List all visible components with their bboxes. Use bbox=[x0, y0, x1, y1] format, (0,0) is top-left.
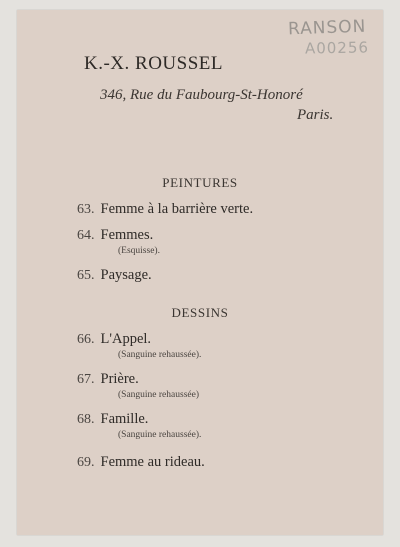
item-title: Femme au rideau. bbox=[100, 454, 205, 470]
item-number: 68. bbox=[77, 412, 95, 427]
item-note: (Sanguine rehaussée). bbox=[118, 430, 202, 440]
item-number: 66. bbox=[77, 332, 95, 347]
item-title: Famille. bbox=[100, 411, 149, 427]
item-title: Femmes. bbox=[100, 227, 154, 243]
item-number: 65. bbox=[77, 268, 95, 283]
artist-name: K.-X. ROUSSEL bbox=[84, 53, 223, 74]
item-title: Prière. bbox=[100, 371, 139, 387]
item-note: (Sanguine rehaussée). bbox=[118, 350, 202, 360]
handwritten-code: A00256 bbox=[304, 38, 370, 58]
item-title: L'Appel. bbox=[100, 331, 152, 347]
catalogue-item bbox=[77, 370, 199, 400]
item-title: Femme à la barrière verte. bbox=[100, 201, 254, 217]
catalogue-item bbox=[77, 410, 201, 440]
item-number: 69. bbox=[77, 455, 95, 470]
section-title-dessins: DESSINS bbox=[171, 305, 229, 320]
catalogue-item bbox=[77, 330, 201, 360]
catalogue-item bbox=[77, 453, 205, 471]
item-number: 64. bbox=[77, 228, 95, 243]
item-note: (Esquisse). bbox=[118, 246, 160, 256]
handwritten-name: RANSON bbox=[287, 16, 367, 40]
artist-address: 346, Rue du Faubourg-St-Honoré bbox=[100, 87, 303, 103]
item-number: 67. bbox=[77, 372, 95, 387]
item-number: 63. bbox=[77, 202, 95, 217]
item-title: Paysage. bbox=[100, 267, 152, 283]
item-note: (Sanguine rehaussée) bbox=[118, 390, 199, 400]
catalogue-item bbox=[77, 200, 253, 218]
artist-city: Paris. bbox=[297, 107, 334, 123]
catalogue-item bbox=[77, 226, 160, 256]
catalogue-page bbox=[17, 10, 383, 535]
section-title-peintures: PEINTURES bbox=[162, 175, 238, 190]
catalogue-item bbox=[77, 266, 152, 284]
